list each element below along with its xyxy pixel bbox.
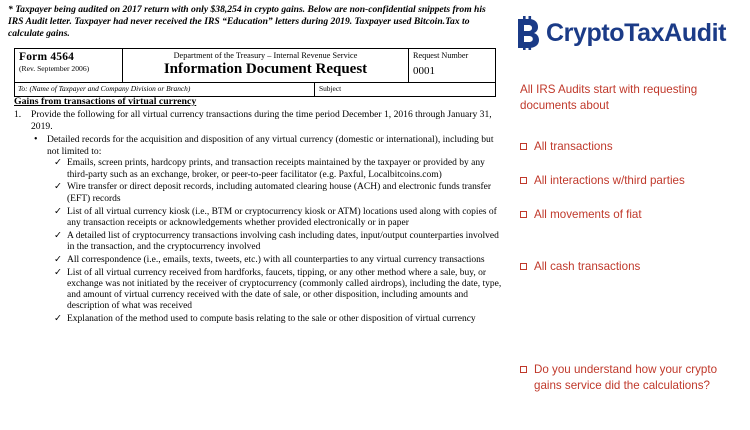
sidebar-intro: All IRS Audits start with requesting documents about [520,83,698,112]
taxpayer-note: * Taxpayer being audited on 2017 return with only $38,254 in crypto gains. Below are non-confidential snippets from his IRS Audit letter. Taxpayer had never received the IRS “Education” letters during 2019. Taxpayer used Bitcoin.Tax to calculate gains. [8,4,486,40]
sidebar-item-label: All transactions [534,140,613,153]
form-title-cell [123,49,409,82]
form-department: Department of the Treasury – Internal Revenue Service [173,51,358,60]
check-icon: ✓ [54,314,62,325]
numbered-item-1 [14,109,504,132]
form-header-row [15,49,495,82]
form-to-row [15,82,495,96]
sidebar-item-gains-question [520,362,746,393]
list-item [54,268,504,313]
form-subject-label: Subject [319,84,342,93]
form-to-hint: (Name of Taxpayer and Company Division or Branch) [29,84,191,93]
list-item [54,231,504,254]
sidebar-item-cash-transactions [520,259,746,275]
sidebar-item-fiat-movements [520,207,746,223]
sidebar-item-all-transactions [520,139,746,155]
list-item-text: All correspondence (i.e., emails, texts, tweets, etc.) with all counterparties to any virtual currency transactions [67,254,485,265]
list-item-text: A detailed list of cryptocurrency transactions involving cash including dates, input/output counterparties involved in the transaction, and the cryptocurrency involved [67,230,499,252]
list-item [54,314,504,325]
check-icon: ✓ [54,182,62,193]
sidebar-item-label: All cash transactions [534,260,641,273]
check-icon: ✓ [54,230,62,241]
checklist [54,158,504,325]
sidebar-pane [508,0,750,430]
list-item [54,158,504,181]
item-text: Provide the following for all virtual currency transactions during the time period December 1, 2016 through January 31, 2019. [31,109,492,132]
form-to-cell [15,83,315,96]
checkbox-icon [520,177,527,184]
bullet-item [34,134,504,157]
checkbox-icon [520,263,527,270]
form-number: Form 4564 [19,51,75,63]
sidebar-item-label: All interactions w/third parties [534,174,685,187]
list-item-text: Explanation of the method used to compute basis relating to the sale or other disposition of virtual currency [67,314,476,325]
bullet-text: Detailed records for the acquisition and disposition of any virtual currency (domestic or international), including but not limited to: [47,134,494,157]
list-item-text: Wire transfer or direct deposit records, including automated clearing house (ACH) and electronic funds transfer (EFT) records [67,182,492,204]
bitcoin-b-icon [512,16,542,50]
form-revision: (Rev. September 2006) [19,64,90,73]
check-icon: ✓ [54,206,62,217]
item-number: 1. [14,109,22,120]
checkbox-icon [520,143,527,150]
checkbox-icon [520,211,527,218]
sidebar-item-label: All movements of fiat [534,208,642,221]
list-item [54,255,504,266]
sidebar-item-third-parties [520,173,746,189]
checkbox-icon [520,366,527,373]
list-item [54,207,504,230]
check-icon: ✓ [54,158,62,169]
brand-name: CryptoTaxAudit [546,18,727,47]
subject-line: Gains from transactions of virtual currency [14,96,197,107]
request-number-label: Request Number [413,51,469,60]
list-item-text: List of all virtual currency kiosk (i.e., BTM or cryptocurrency kiosk or ATM) locations used along with copies of any transaction receipts or acknowledgements whether provided electronically or in paper [67,206,497,228]
document-body [14,96,504,327]
bullet-marker-icon: • [34,134,38,146]
check-icon: ✓ [54,267,62,278]
brand-lockup [512,16,726,50]
list-item [54,182,504,205]
list-item-text: List of all virtual currency received from hardforks, faucets, tipping, or any other method where a sale, buy, or exchange was not initiated by the receiver of cryptocurrency (commonly called airdrops), including the date, type, and amount of virtual currency received with the date of sale, or other disposition, including amounts and description of what was received [67,267,502,312]
irs-form-header [14,48,496,97]
request-number-value: 0001 [413,65,435,77]
form-title: Information Document Request [163,61,368,77]
form-request-cell [409,49,495,82]
form-to-label: To: [18,84,28,93]
form-identity-cell [15,49,123,82]
check-icon: ✓ [54,254,62,265]
sidebar-item-label: Do you understand how your crypto gains service did the calculations? [534,363,718,392]
list-item-text: Emails, screen prints, hardcopy prints, and transaction receipts maintained by the taxpayer or provided by any third-party such as an exchange, broker, or peer-to-peer facilitator (e.g. Paxful, Localbitcoins.com) [67,158,485,180]
